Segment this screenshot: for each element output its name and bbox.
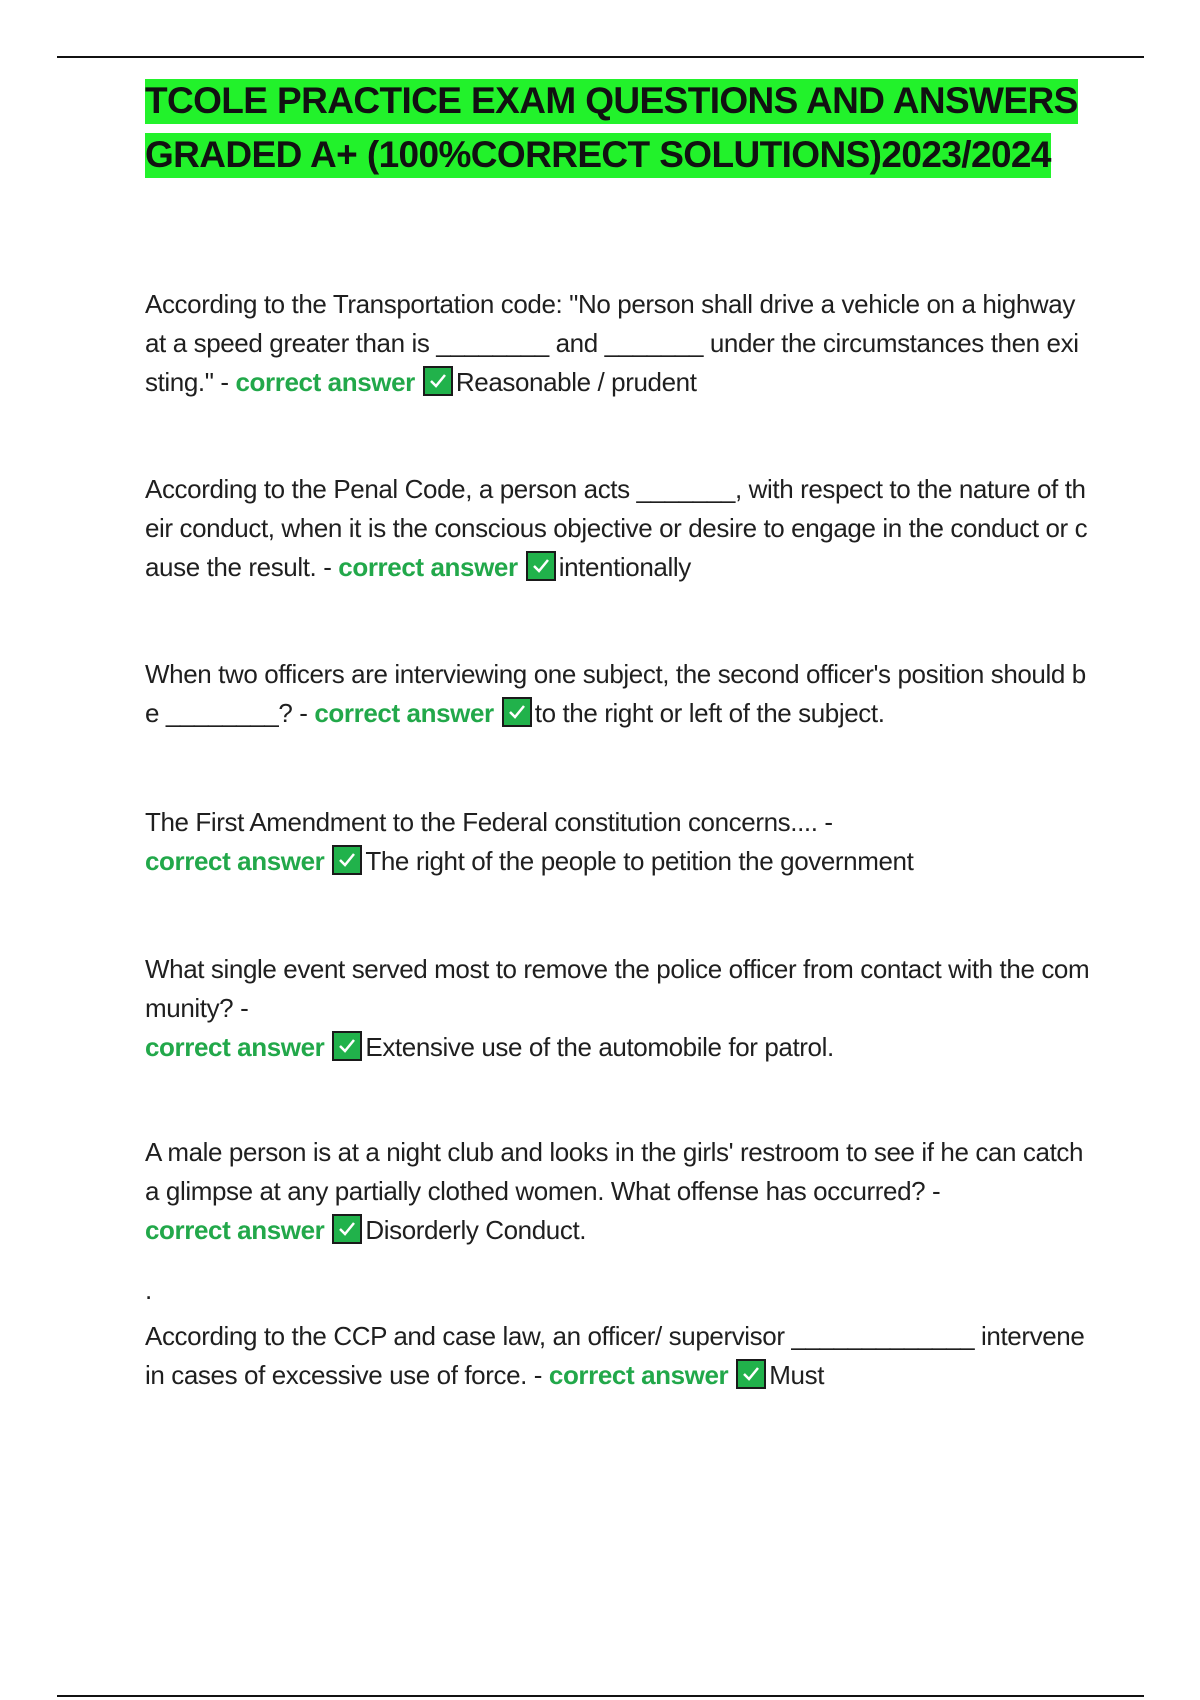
correct-answer-label: correct answer	[314, 698, 494, 728]
qa-item-5: What single event served most to remove the police officer from contact with the community? - correct answer Extensive use of the automobile for patrol.	[145, 954, 1090, 1062]
question-text: According to the CCP and case law, an officer/ supervisor _____________ intervene in cases of excessive use of force.	[145, 1321, 1085, 1390]
stray-mark: .	[145, 1275, 153, 1305]
question-text: The First Amendment to the Federal constitution concerns....	[145, 807, 818, 837]
question-text: According to the Penal Code, a person acts _______, with respect to the nature of their conduct, when it is the conscious objective or desire to engage in the conduct or cause the result.	[145, 474, 1088, 582]
document-title	[145, 74, 1095, 181]
answer-text: Must	[769, 1360, 825, 1390]
correct-answer-label: correct answer	[145, 1215, 325, 1245]
qa-item-1: According to the Transportation code: "No person shall drive a vehicle on a highway at a speed greater than is ________ and _______ under the circumstances then existing." - correct answer Reasonable / prudent	[145, 289, 1079, 397]
check-icon	[736, 1359, 766, 1389]
qa-item-3: When two officers are interviewing one subject, the second officer's position should be ________? - correct answer to the right or left of the subject.	[145, 659, 1086, 728]
correct-answer-label: correct answer	[145, 846, 325, 876]
answer-text: The right of the people to petition the government	[365, 846, 914, 876]
qa-item-6: A male person is at a night club and looks in the girls' restroom to see if he can catch a glimpse at any partially clothed women. What offense has occurred? - correct answer Disorderly Conduct.	[145, 1137, 1084, 1245]
answer-text: intentionally	[558, 552, 691, 582]
answer-text: Extensive use of the automobile for patrol.	[365, 1032, 834, 1062]
correct-answer-label: correct answer	[548, 1360, 729, 1390]
check-icon	[526, 551, 556, 581]
qa-item-2: According to the Penal Code, a person acts _______, with respect to the nature of their conduct, when it is the conscious objective or desire to engage in the conduct or cause the result. - correct answer intentionally	[145, 474, 1088, 582]
correct-answer-label: correct answer	[145, 1032, 325, 1062]
answer-text: to the right or left of the subject.	[534, 698, 885, 728]
answer-text: Disorderly Conduct.	[365, 1215, 587, 1245]
top-rule	[57, 56, 1144, 58]
check-icon	[332, 845, 362, 875]
answer-text: Reasonable / prudent	[455, 367, 697, 397]
correct-answer-label: correct answer	[235, 367, 415, 397]
correct-answer-label: correct answer	[338, 552, 518, 582]
check-icon	[423, 366, 453, 396]
question-text: What single event served most to remove the police officer from contact with the community?	[145, 954, 1090, 1023]
qa-item-7: According to the CCP and case law, an officer/ supervisor _____________ intervene in cases of excessive use of force. - correct answer Must	[145, 1321, 1085, 1390]
bottom-rule	[57, 1695, 1144, 1697]
check-icon	[332, 1214, 362, 1244]
question-text: According to the Transportation code: "No person shall drive a vehicle on a highway at a speed greater than is ________ and _______ under the circumstances then existing."	[145, 289, 1079, 397]
qa-item-4: The First Amendment to the Federal constitution concerns.... - correct answer The right of the people to petition the government	[145, 807, 914, 876]
title-highlight: TCOLE PRACTICE EXAM QUESTIONS AND ANSWERS GRADED A+ (100%CORRECT SOLUTIONS)2023/2024	[145, 79, 1078, 178]
check-icon	[332, 1031, 362, 1061]
check-icon	[502, 697, 532, 727]
question-text: When two officers are interviewing one subject, the second officer's position should be ________?	[145, 659, 1086, 728]
question-text: A male person is at a night club and looks in the girls' restroom to see if he can catch a glimpse at any partially clothed women. What offense has occurred?	[145, 1137, 1084, 1206]
